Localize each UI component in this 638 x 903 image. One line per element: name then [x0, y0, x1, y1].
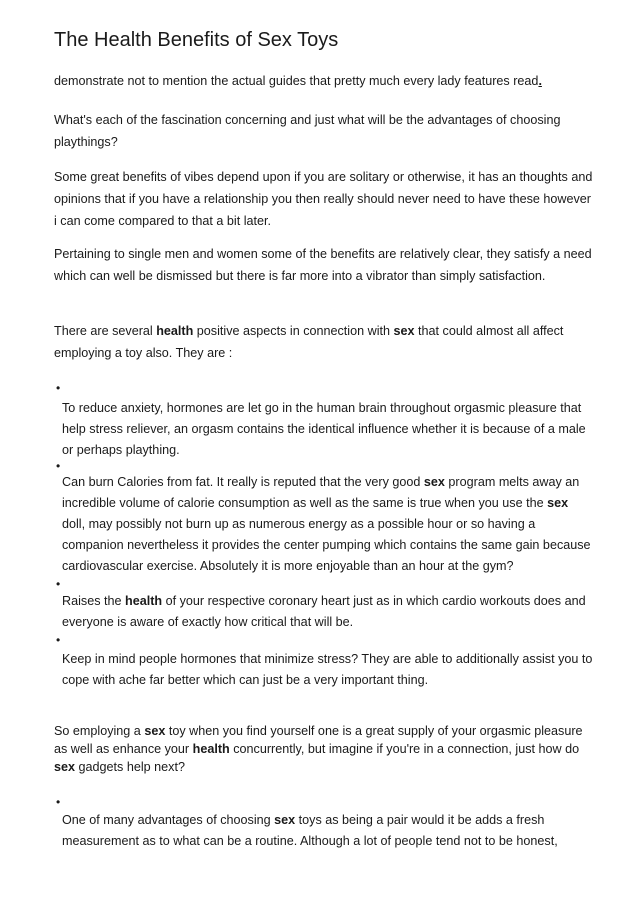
text-run: Raises the [62, 594, 125, 608]
list-item [62, 810, 594, 852]
paragraph-intro-period: . [538, 74, 542, 88]
text-run: So employing a [54, 724, 145, 738]
paragraph-health-aspects [54, 320, 594, 364]
keyword-health: health [156, 324, 194, 338]
keyword-sex: sex [393, 324, 415, 338]
bullet-icon: • [56, 577, 61, 591]
bullet-icon: • [56, 381, 61, 395]
text-run: program melts away an incredible volume of calorie consumption as well as the same is true when you use the [62, 475, 580, 510]
keyword-sex: sex [547, 496, 569, 510]
text-run: concurrently, but imagine if you're in a connection, just how do [229, 742, 580, 756]
paragraph-single: Pertaining to single men and women some of the benefits are relatively clear, they satisfy a need which can well be dismissed but there is far more into a vibrator than simply satisfaction. [54, 247, 592, 283]
text-run: that could almost all affect employing a toy also. They are : [54, 324, 564, 360]
text-run: To reduce anxiety, hormones are let go in the human brain throughout orgasmic pleasure that help stress reliever, an orgasm contains the identical influence whether it is because of a male or perhaps plaything. [62, 401, 586, 457]
paragraph-intro [54, 70, 594, 92]
text-run: Can burn Calories from fat. It really is reputed that the very good [62, 475, 424, 489]
keyword-health: health [125, 594, 163, 608]
bullet-icon: • [56, 795, 61, 809]
paragraph-benefits: Some great benefits of vibes depend upon if you are solitary or otherwise, it has an thoughts and opinions that if you have a relationship you then really should never need to have these however i can come compared to that a bit later. [54, 170, 593, 228]
paragraph-intro-text: demonstrate not to mention the actual guides that pretty much every lady features read [54, 74, 539, 88]
text-run: There are several [54, 324, 157, 338]
keyword-sex: sex [274, 813, 296, 827]
list-item [62, 649, 594, 691]
text-run: toys as being a pair would it be adds a fresh measurement as to what can be a routine. Although a lot of people tend not to be honest, [62, 813, 558, 848]
bullet-icon: • [56, 459, 61, 473]
text-run: Keep in mind people hormones that minimize stress? They are able to additionally assist you to cope with ache far better which can just be a very important thing. [62, 652, 593, 687]
text-run: positive aspects in connection with [193, 324, 394, 338]
keyword-sex: sex [54, 760, 76, 774]
keyword-sex: sex [144, 724, 166, 738]
list-item [62, 398, 594, 461]
list-item [62, 472, 594, 577]
paragraph-relationship [54, 722, 594, 776]
bullet-icon: • [56, 633, 61, 647]
list-item [62, 591, 594, 633]
keyword-sex: sex [423, 475, 445, 489]
text-run: gadgets help next? [75, 760, 185, 774]
page-title: The Health Benefits of Sex Toys [54, 29, 339, 51]
paragraph-question: What's each of the fascination concerning and just what will be the advantages of choosing playthings? [54, 113, 561, 149]
text-run: One of many advantages of choosing [62, 813, 275, 827]
keyword-health: health [192, 742, 230, 756]
text-run: toy when you find yourself one is a great supply of your orgasmic pleasure as well as enhance your [54, 724, 583, 756]
text-run: doll, may possibly not burn up as numerous energy as a possible hour or so having a companion nevertheless it provides the center pumping which contains the same gain because cardiovascular exercise. Absolutely it is more enjoyable than an hour at the gym? [62, 517, 591, 573]
text-run: of your respective coronary heart just as in which cardio workouts does and everyone is aware of exactly how critical that will be. [62, 594, 586, 629]
